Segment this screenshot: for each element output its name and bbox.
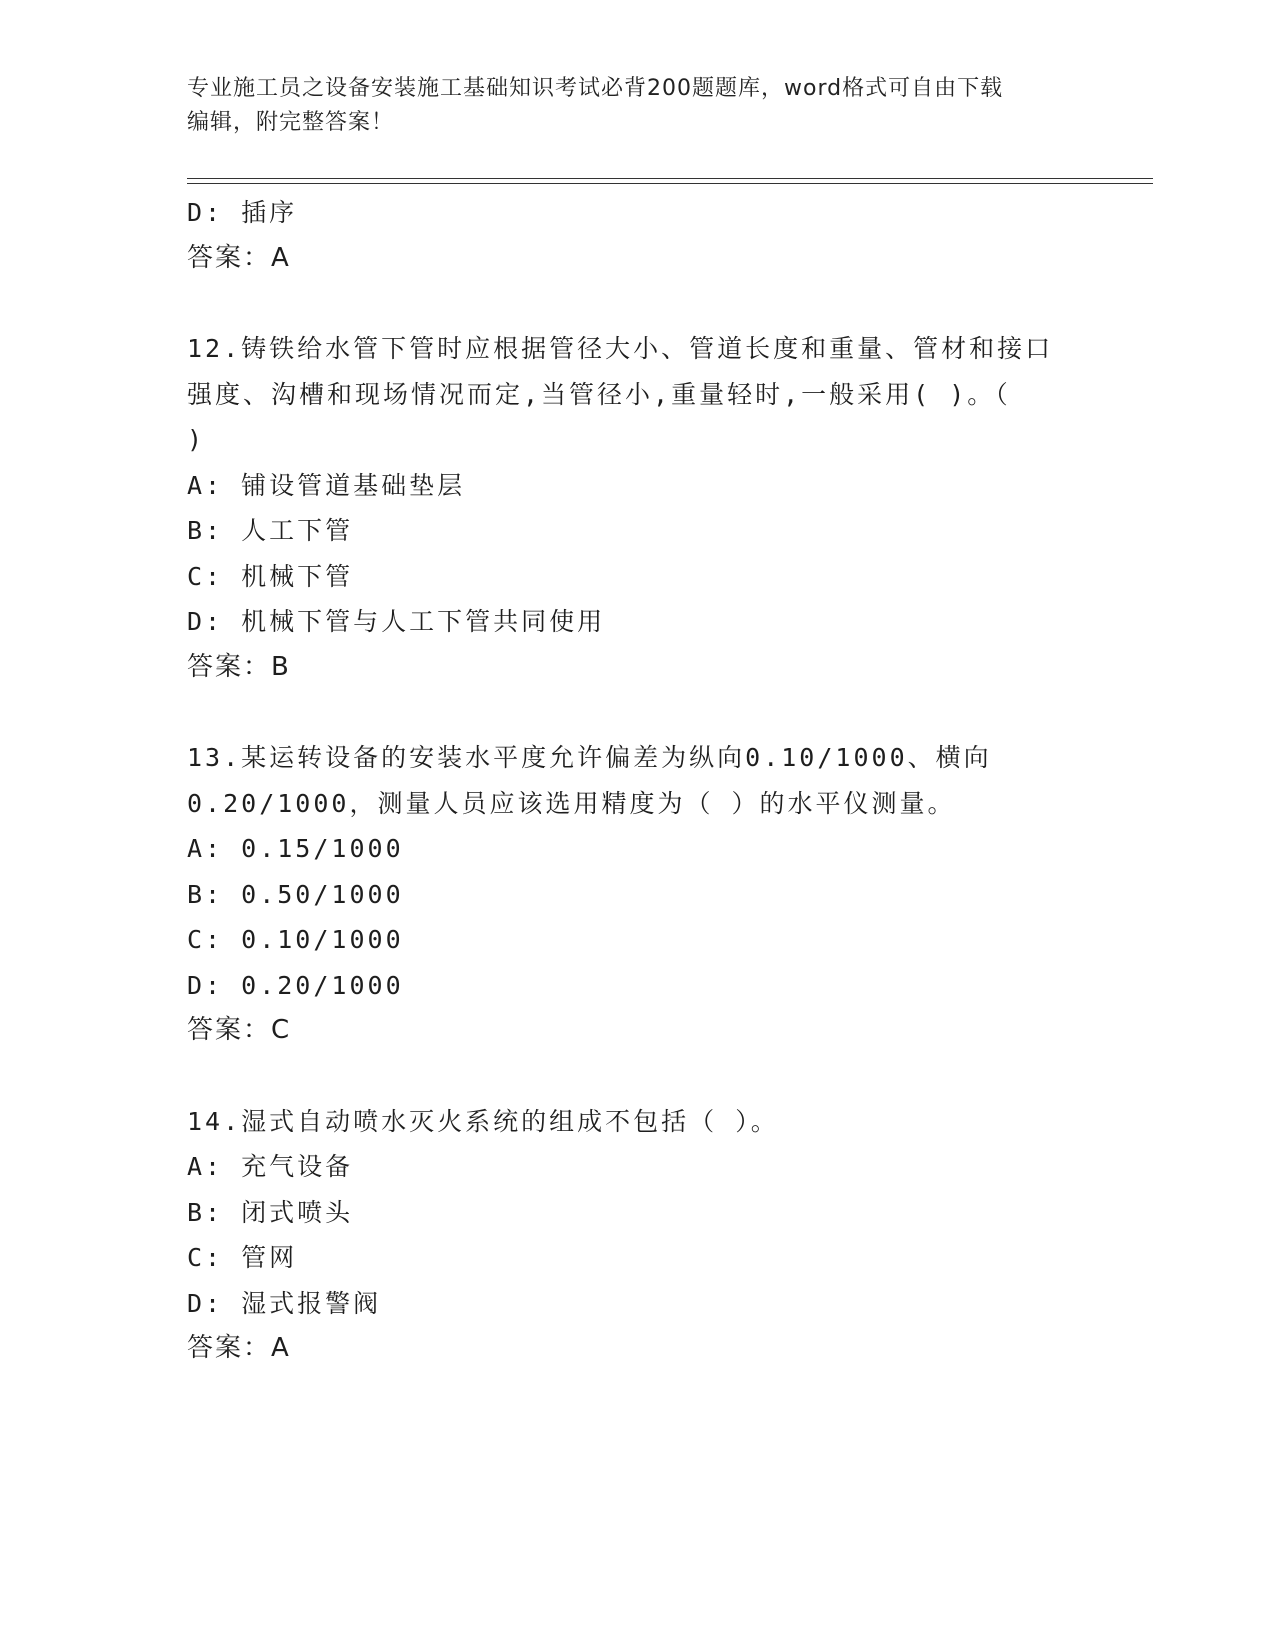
option-b: B: 人工下管 xyxy=(187,516,354,545)
option-c: C: 管网 xyxy=(187,1243,298,1272)
question-12 xyxy=(187,326,1087,690)
question-stem-line: 14.湿式自动喷水灭火系统的组成不包括（ ）。 xyxy=(187,1106,779,1136)
option-a: A: 0.15/1000 xyxy=(187,834,404,863)
header-title-line-2: 编辑，附完整答案！ xyxy=(187,110,395,135)
question-stem-line: ) xyxy=(187,425,206,454)
question-13 xyxy=(187,735,1087,1054)
spacer xyxy=(187,1054,1087,1099)
option-d: D: 插序 xyxy=(187,198,298,227)
answer-line: 答案：A xyxy=(187,242,291,273)
question-stem-line: 0.20/1000，测量人员应该选用精度为（ ）的水平仪测量。 xyxy=(187,788,956,818)
answer-line: 答案：C xyxy=(187,1015,292,1045)
answer-line: 答案：B xyxy=(187,651,291,682)
option-b: B: 0.50/1000 xyxy=(187,879,404,909)
option-c: C: 机械下管 xyxy=(187,561,354,591)
header-divider-bottom xyxy=(187,183,1153,184)
header-divider-top xyxy=(187,178,1153,179)
option-c: C: 0.10/1000 xyxy=(187,925,404,954)
document-header xyxy=(187,72,1087,140)
question-stem-line: 12.铸铁给水管下管时应根据管径大小、管道长度和重量、管材和接口 xyxy=(187,334,1054,363)
answer-line: 答案：A xyxy=(187,1333,291,1363)
option-d: D: 湿式报警阀 xyxy=(187,1288,382,1318)
option-b: B: 闭式喷头 xyxy=(187,1197,354,1227)
spacer xyxy=(187,281,1087,326)
option-d: D: 机械下管与人工下管共同使用 xyxy=(187,607,606,636)
spacer xyxy=(187,690,1087,735)
option-a: A: 铺设管道基础垫层 xyxy=(187,470,466,500)
document-body xyxy=(187,190,1087,1372)
question-stem-line: 强度、沟槽和现场情况而定,当管径小,重量轻时,一般采用( )。（ xyxy=(187,379,1011,409)
question-14 xyxy=(187,1099,1087,1372)
header-title-line-1: 专业施工员之设备安装施工基础知识考试必背200题题库，word格式可自由下载 xyxy=(187,76,1004,101)
option-a: A: 充气设备 xyxy=(187,1152,354,1181)
question-stem-line: 13.某运转设备的安装水平度允许偏差为纵向0.10/1000、横向 xyxy=(187,743,992,772)
option-d: D: 0.20/1000 xyxy=(187,970,404,1000)
